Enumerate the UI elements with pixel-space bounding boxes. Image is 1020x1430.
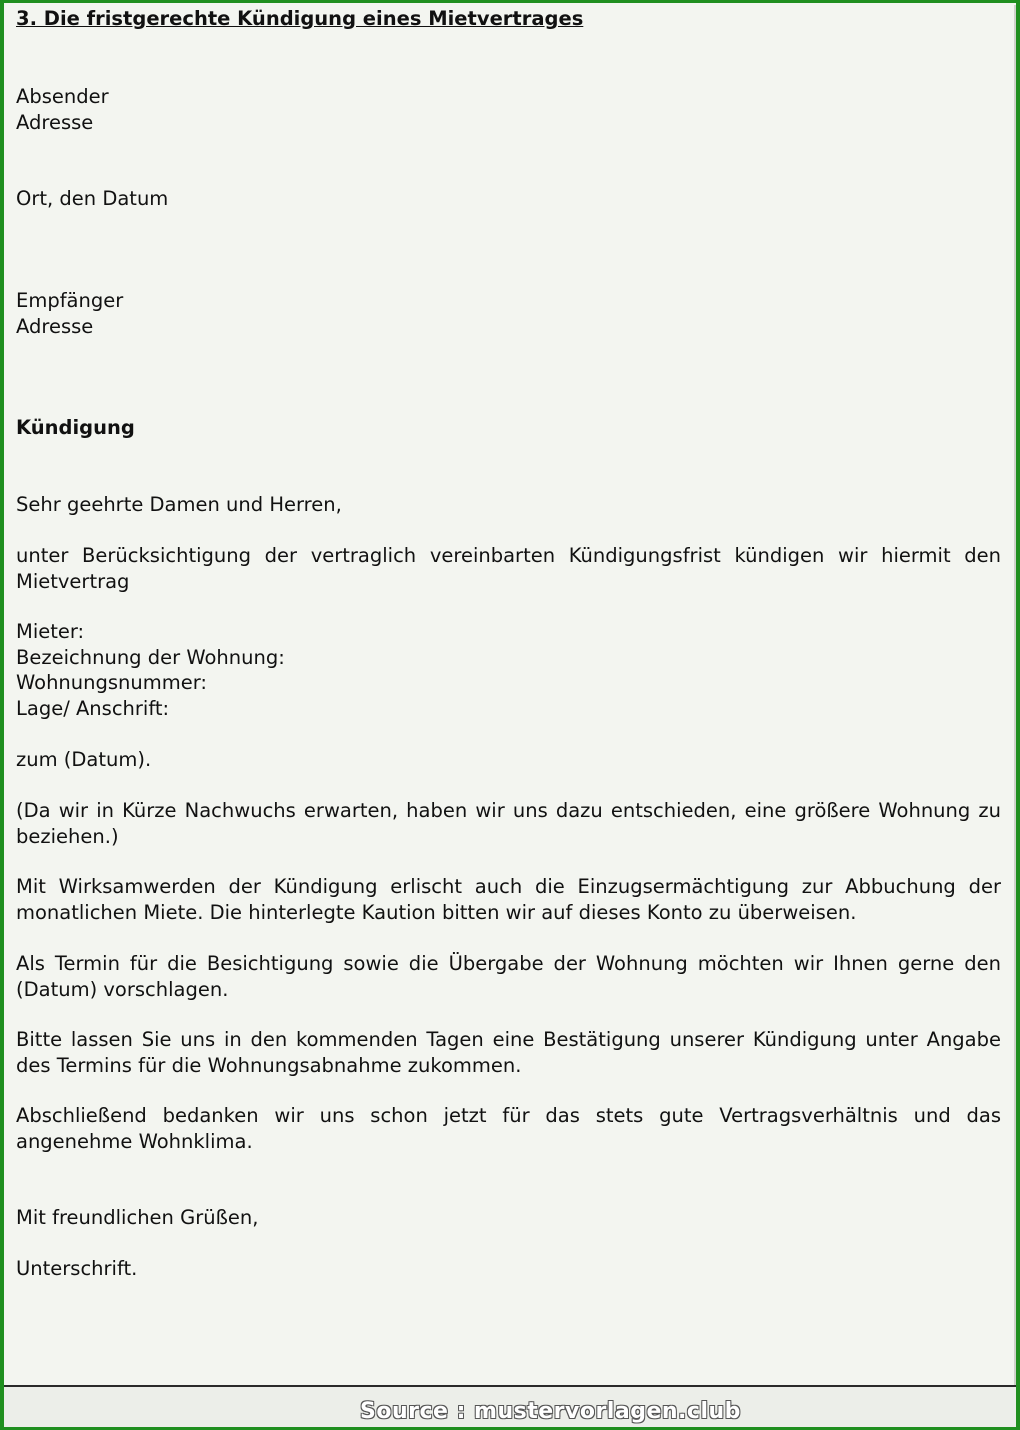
subject-line	[16, 415, 1001, 441]
paragraph-reason: (Da wir in Kürze Nachwuchs erwarten, haben wir uns dazu entschieden, eine größere Wohnung zu beziehen.)	[16, 799, 1001, 848]
closing	[16, 1205, 1001, 1231]
contract-fields	[16, 619, 1001, 721]
signature	[16, 1256, 1001, 1282]
sender-address: Adresse	[16, 110, 94, 134]
paragraph-thanks: Abschließend bedanken wir uns schon jetzt für das stets gute Vertragsverhältnis und das angenehme Wohnklima.	[16, 1104, 1001, 1153]
paragraph-inspection: Als Termin für die Besichtigung sowie die Übergabe der Wohnung möchten wir Ihnen gerne den (Datum) vorschlagen.	[16, 952, 1001, 1001]
signature-text: Unterschrift.	[16, 1257, 138, 1280]
paragraph-direct-debit: Mit Wirksamwerden der Kündigung erlischt auch die Einzugsermächtigung zur Abbuchung der monatlichen Miete. Die hinterlegte Kaution bitten wir auf dieses Konto zu überweisen.	[16, 875, 1001, 924]
recipient-label: Empfänger	[16, 289, 124, 312]
termination-date-text: zum (Datum).	[16, 748, 152, 771]
field-apartment-name: Bezeichnung der Wohnung:	[16, 645, 285, 669]
field-apartment-number: Wohnungsnummer:	[16, 671, 207, 694]
closing-text: Mit freundlichen Grüßen,	[16, 1206, 259, 1229]
source-watermark: Source : mustervorlagen.club	[360, 1399, 741, 1424]
recipient-block	[16, 288, 1001, 339]
paragraph-intro: unter Berücksichtigung der vertraglich vereinbarten Kündigungsfrist kündigen wir hiermit den Mietvertrag	[16, 544, 1001, 593]
place-date	[16, 186, 1001, 212]
field-tenant: Mieter:	[16, 620, 85, 643]
subject-text: Kündigung	[16, 416, 135, 439]
recipient-address: Adresse	[16, 314, 94, 338]
salutation	[16, 492, 1001, 518]
sender-label: Absender	[16, 85, 109, 108]
salutation-text: Sehr geehrte Damen und Herren,	[16, 493, 342, 516]
paragraph-confirmation: Bitte lassen Sie uns in den kommenden Tagen eine Bestätigung unserer Kündigung unter Angabe des Termins für die Wohnungsabnahme zukommen.	[16, 1028, 1001, 1077]
document-heading: 3. Die fristgerechte Kündigung eines Mietvertrages	[16, 7, 584, 30]
field-location: Lage/ Anschrift:	[16, 696, 170, 720]
place-date-text: Ort, den Datum	[16, 187, 169, 210]
sender-block	[16, 84, 1001, 135]
termination-date	[16, 747, 1001, 773]
